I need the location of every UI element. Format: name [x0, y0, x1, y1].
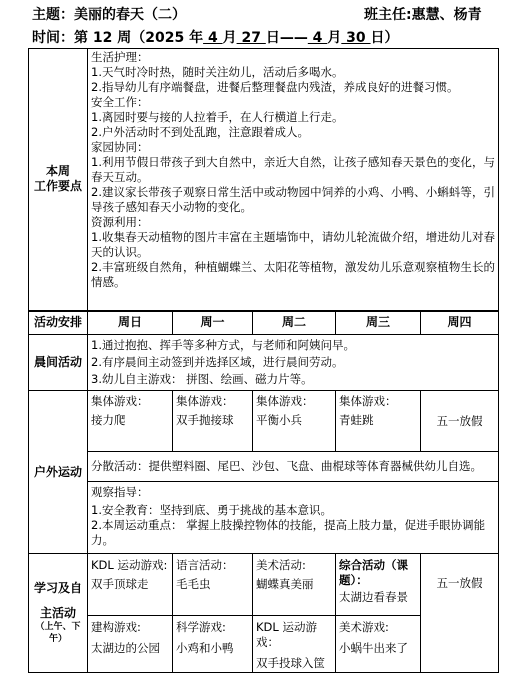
label-line: 本周 [45, 164, 70, 179]
study-cell [173, 616, 253, 673]
date-dash: —— [279, 30, 308, 46]
morning-line: 1.通过抱抱、挥手等多种方式，与老师和阿姨问早。 [91, 338, 355, 352]
study-cell [336, 554, 421, 616]
study-holiday [421, 554, 499, 673]
time-prefix: 时间：第 12 周（2025 年 [32, 30, 204, 46]
day-sunday: 周日 [88, 311, 173, 335]
study-type: KDL 运动游戏： [256, 620, 317, 649]
header-row-2 [0, 25, 519, 47]
key-point-line: 资源利用： [91, 215, 149, 229]
outdoor-game-cell [253, 391, 336, 452]
day-tuesday: 周二 [253, 311, 336, 335]
study-type: 建构游戏: [91, 620, 141, 634]
start-day: 27 [236, 30, 266, 46]
observe-line: 1.安全教育：坚持到底、勇于挑战的基本意识。 [91, 503, 332, 517]
outdoor-group-activity: 分散活动：提供塑料圈、尾巴、沙包、飞盘、曲棍球等体育器械供幼儿自选。 [88, 452, 499, 482]
game-name: 青蛙跳 [339, 413, 374, 427]
outdoor-game-cell [88, 391, 173, 452]
key-points-row [29, 49, 499, 311]
label-time-note: （上午、下午） [35, 622, 81, 644]
day-unit: 日 [265, 30, 280, 46]
study-cell [173, 554, 253, 616]
study-name: 蝴蝶真美丽 [256, 577, 314, 591]
study-cell [253, 616, 336, 673]
morning-line: 2.有序晨间主动签到并选择区域，进行晨间劳动。 [91, 355, 344, 369]
day-unit-close: 日） [370, 30, 399, 46]
study-name: 太湖边的公园 [91, 641, 160, 655]
outdoor-game-cell [336, 391, 421, 452]
schedule-label: 活动安排 [29, 311, 88, 335]
label-line: 主活动 [39, 606, 76, 620]
game-name: 双手抛接球 [176, 413, 234, 427]
weekly-plan-table [28, 48, 499, 673]
theme-title: 主题：美丽的春天（二） [32, 7, 186, 23]
study-cell [88, 554, 173, 616]
key-point-line: 1.利用节假日带孩子到大自然中，亲近大自然，让孩子感知春天景色的变化，与春天互动。 [91, 155, 496, 184]
study-type: KDL 运动游戏: [91, 558, 168, 572]
game-name: 平衡小兵 [256, 413, 302, 427]
month-unit: 月 [222, 30, 237, 46]
key-points-content [88, 49, 499, 311]
end-day: 30 [341, 30, 371, 46]
morning-label: 晨间活动 [29, 335, 88, 391]
holiday-text: 五一放假 [436, 576, 483, 590]
outdoor-game-cell [173, 391, 253, 452]
key-point-line: 2.指导幼儿有序端餐盘，进餐后整理餐盘内残渣，养成良好的进餐习惯。 [91, 80, 459, 94]
game-type: 集体游戏： [256, 394, 314, 408]
morning-content [88, 335, 499, 391]
key-point-line: 1.离园时要与接的人拉着手，在人行横道上行走。 [91, 110, 344, 124]
day-wednesday: 周三 [336, 311, 421, 335]
month-unit: 月 [327, 30, 342, 46]
study-name: 双手投球入筐 [256, 656, 325, 670]
head-teachers: 班主任:惠慧、杨青 [364, 7, 482, 23]
study-type: 语言活动： [176, 558, 234, 572]
study-name: 毛毛虫 [176, 577, 211, 591]
outdoor-observe-row [29, 482, 499, 554]
study-name: 小鸡和小鸭 [176, 641, 234, 655]
study-row-1 [29, 554, 499, 616]
observe-line: 2.本周运动重点： 掌握上肢操控物体的技能，提高上肢力量，促进手眼协调能力。 [91, 518, 486, 547]
end-month: 4 [307, 30, 328, 46]
morning-row [29, 335, 499, 391]
study-name: 双手顶球走 [91, 577, 149, 591]
study-type: 综合活动（课题）： [339, 558, 408, 587]
study-type: 美术游戏: [339, 620, 389, 634]
outdoor-observe [88, 482, 499, 554]
key-point-line: 家园协同： [91, 140, 149, 154]
morning-line: 3.幼儿自主游戏： 拼图、绘画、磁力片等。 [91, 372, 313, 386]
day-thursday: 周四 [421, 311, 499, 335]
outdoor-label: 户外运动 [29, 391, 88, 554]
study-name: 太湖边看春景 [339, 590, 408, 604]
key-point-line: 1.天气时冷时热，随时关注幼儿，活动后多喝水。 [91, 65, 344, 79]
key-point-line: 2.丰富班级自然角，种植蝴蝶兰、太阳花等植物，激发幼儿乐意观察植物生长的情感。 [91, 260, 496, 289]
key-point-line: 2.户外活动时不到处乱跑，注意跟着成人。 [91, 125, 309, 139]
key-points-label [29, 49, 88, 311]
label-line: 学习及自 [33, 581, 82, 595]
study-cell [88, 616, 173, 673]
game-type: 集体游戏： [339, 394, 397, 408]
key-point-line: 1.收集春天动植物的图片丰富在主题墙饰中，请幼儿轮流做介绍，增进幼儿对春天的认识。 [91, 230, 496, 259]
observe-title: 观察指导： [91, 485, 149, 499]
week-time [32, 27, 399, 47]
outdoor-group-row [29, 452, 499, 482]
study-type: 科学游戏: [176, 620, 226, 634]
study-name: 小蜗牛出来了 [339, 641, 408, 655]
key-point-line: 2.建议家长带孩子观察日常生活中或动物园中饲养的小鸡、小鸭、小蝌蚪等，引导孩子感知春天小动物的变化。 [91, 185, 496, 214]
label-line: 工作要点 [33, 179, 82, 194]
study-cell [336, 616, 421, 673]
header-row-1 [0, 2, 519, 24]
game-type: 集体游戏： [176, 394, 234, 408]
start-month: 4 [203, 30, 223, 46]
study-label [29, 554, 88, 673]
key-point-line: 生活护理： [91, 50, 149, 64]
outdoor-games-row [29, 391, 499, 452]
game-name: 接力爬 [91, 413, 126, 427]
schedule-header-row [29, 311, 499, 335]
key-point-line: 安全工作： [91, 95, 149, 109]
study-cell [253, 554, 336, 616]
study-type: 美术活动: [256, 558, 306, 572]
outdoor-holiday: 五一放假 [421, 391, 499, 452]
day-monday: 周一 [173, 311, 253, 335]
game-type: 集体游戏： [91, 394, 149, 408]
